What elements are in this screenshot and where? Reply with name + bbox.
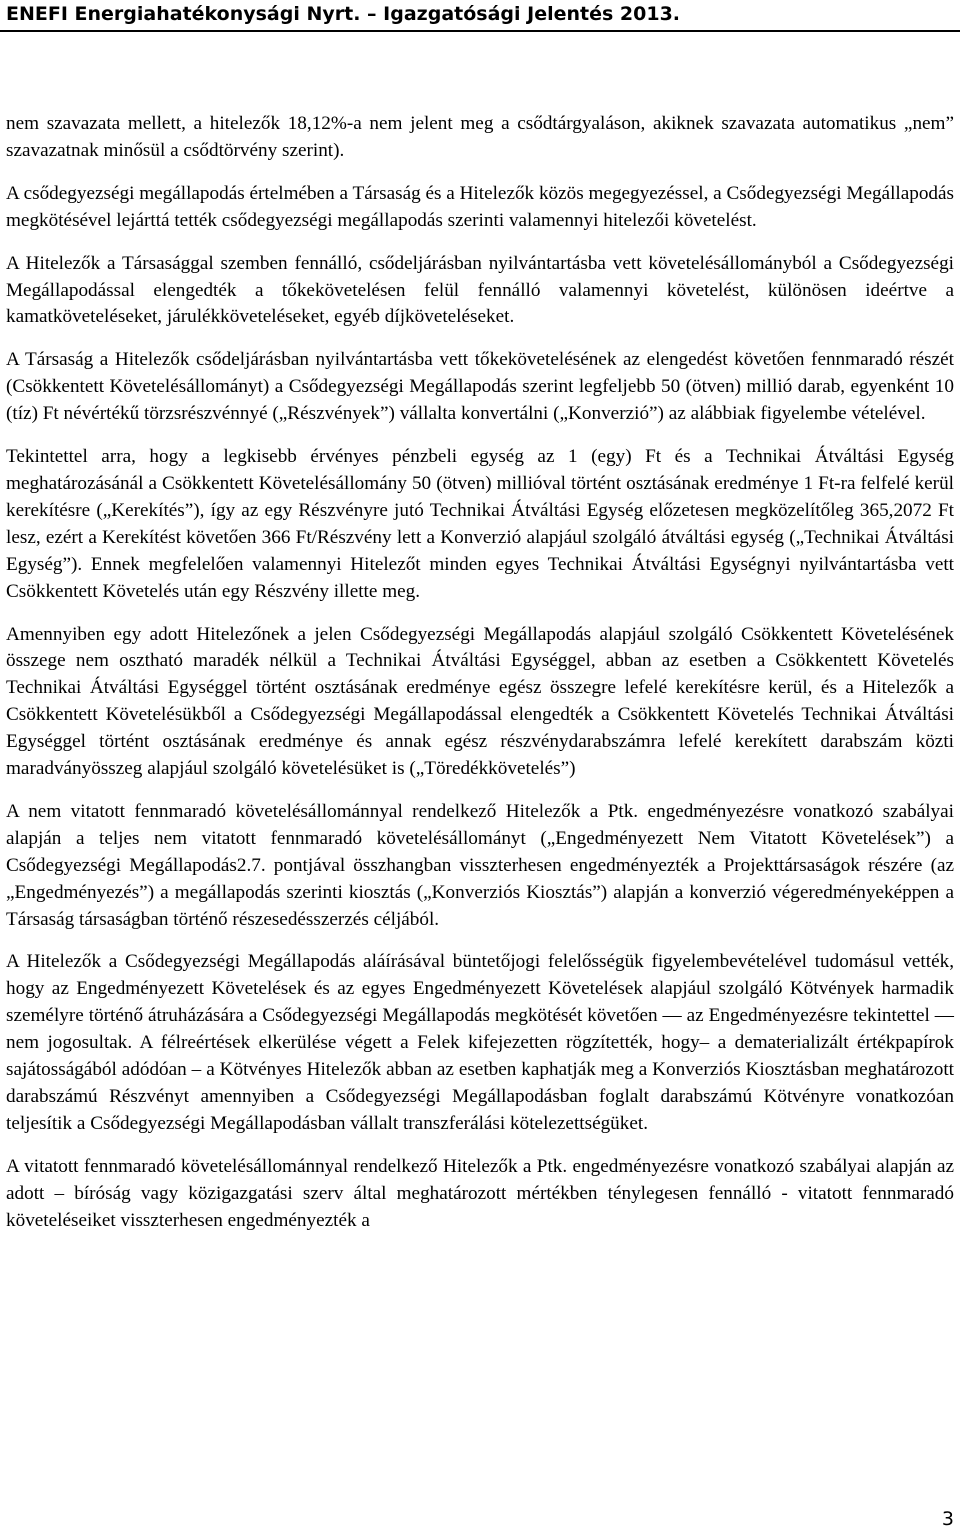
document-body — [6, 111, 954, 1251]
paragraph: Tekintettel arra, hogy a legkisebb érvényes pénzbeli egység az 1 (egy) Ft és a Technikai Átváltási Egység meghatározásánál a Csökkentett Követelésállomány 50 (ötven) millióval történt osztásának eredménye 1 Ft-ra felfelé kerül kerekítésre („Kerekítés”), így az egy Részvényre jutó Technikai Átváltási Egység előzetesen megközelítőleg 365,2072 Ft lesz, ezért a Kerekítést követően 366 Ft/Részvény lett a Konverzió alapjául szolgáló átváltási egység („Technikai Átváltási Egység”). Ennek megfelelően valamennyi Hitelezőt minden egyes Technikai Átváltási Egységnyi nyilvántartásba vett Csökkentett Követelés után egy Részvény illette meg. — [6, 446, 954, 602]
paragraph: nem szavazata mellett, a hitelezők 18,12%-a nem jelent meg a csődtárgyaláson, akiknek szavazata automatikus „nem” szavazatnak minősül a csődtörvény szerint). — [6, 113, 954, 161]
paragraph: Amennyiben egy adott Hitelezőnek a jelen Csődegyezségi Megállapodás alapjául szolgáló Csökkentett Követelésének összege nem osztható maradék nélkül a Technikai Átváltási Egységgel, abban az esetben a Csökkentett Követelés Technikai Átváltási Egységgel történt osztásának eredménye egész összegre lefelé kerekítésre kerül, és a Hitelezők a Csökkentett Követelésükből a Csődegyezségi Megállapodással elengedték a Csökkentett Követelés Technikai Átváltási Egységgel történt osztásának eredménye és annak egész részvénydarabszámra lefelé kerekített darabszám közti maradványösszeg alapjául szolgáló követelésüket is („Töredékkövetelés”) — [6, 623, 954, 780]
document-header: ENEFI Energiahatékonysági Nyrt. – Igazgatósági Jelentés 2013. — [6, 3, 681, 25]
paragraph: A Hitelezők a Csődegyezségi Megállapodás aláírásával büntetőjogi felelősségük figyelembevételével tudomásul vették, hogy az Engedményezett Követelések és az egyes Engedményezett Követelések alapjául szolgáló Kötvények harmadik személyre történő átruházására a Csődegyezségi Megállapodás megkötését követően — az Engedményezésre tekintettel — nem jogosultak. A félreértések elkerülése végett a Felek kifejezetten rögzítették, hogy– a dematerializált értékpapírok sajátosságából adódóan – a Kötvényes Hitelezők abban az esetben kaphatják meg a Konverziós Kiosztásban meghatározott darabszámú Részvényt amennyiben a Csődegyezségi Megállapodásban foglalt darabszámú Kötvényre vonatkozóan teljesítik a Csődegyezségi Megállapodásban vállalt transzferálási kötelezettségüket. — [6, 951, 954, 1134]
page-number: 3 — [941, 1508, 954, 1530]
paragraph: A csődegyezségi megállapodás értelmében a Társaság és a Hitelezők közös megegyezéssel, a Csődegyezségi Megállapodás megkötésével lejárttá tették csődegyezségi megállapodás szerinti valamennyi hitelezői követelést. — [6, 182, 955, 231]
paragraph: A vitatott fennmaradó követelésállománnyal rendelkező Hitelezők a Ptk. engedményezésre vonatkozó szabályai alapján az adott – bíróság vagy közigazgatási szerv által meghatározott mértékben ténylegesen fennálló - vitatott fennmaradó követeléseiket visszterhesen engedményezték a — [6, 1155, 954, 1231]
paragraph: A Társaság a Hitelezők csődeljárásban nyilvántartásba vett tőkekövetelésének az elengedést követően fennmaradó részét (Csökkentett Követelésállományt) a Csődegyezségi Megállapodás szerint legfeljebb 50 (ötven) millió darab, egyenként 10 (tíz) Ft névértékű törzsrészvénnyé („Részvények”) vállalta konvertálni („Konverzió”) az alábbiak figyelembe vételével. — [6, 349, 954, 425]
header-divider — [0, 30, 960, 32]
paragraph: A Hitelezők a Társasággal szemben fennálló, csődeljárásban nyilvántartásba vett követelésállományból a Csődegyezségi Megállapodással elengedték a tőkekövetelésen felül fennálló valamennyi követelést, különösen ideértve a kamatköveteléseket, járulékköveteléseket, egyéb díjköveteléseket. — [6, 252, 954, 328]
paragraph: A nem vitatott fennmaradó követelésállománnyal rendelkező Hitelezők a Ptk. engedményezésre vonatkozó szabályai alapján a teljes nem vitatott fennmaradó követelésállományt („Engedményezett Nem Vitatott Követelések”) a Csődegyezségi Megállapodás2.7. pontjával összhangban visszterhesen engedményezték a Projekttársaságok részére (az „Engedményezés”) a megállapodás szerinti kiosztás („Konverziós Kiosztás”) alapján a konverzió végeredményeképpen a Társaság társaságban történő részesedésszerzés céljából. — [6, 800, 954, 930]
